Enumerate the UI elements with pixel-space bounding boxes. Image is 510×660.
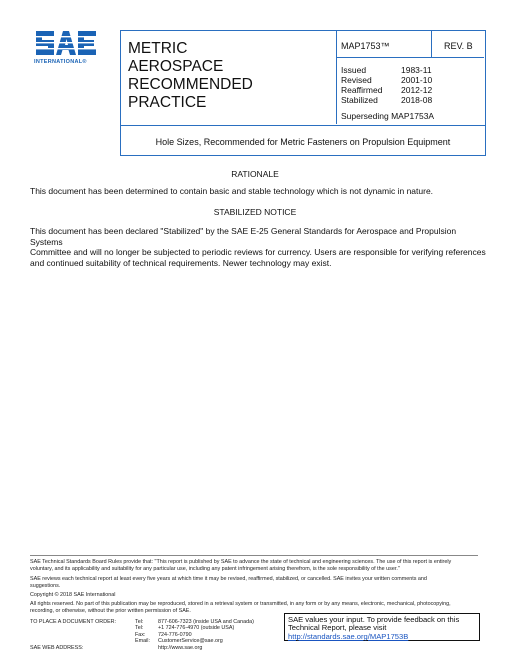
contact-key: Email:	[135, 638, 150, 645]
date-row	[341, 75, 432, 85]
date-label: Issued	[341, 65, 367, 75]
document-number: MAP1753™	[337, 31, 432, 58]
rationale-text: This document has been determined to contain basic and stable technology which is not dynamic in nature.	[30, 186, 434, 196]
footer-divider	[30, 555, 478, 556]
date-table	[341, 65, 432, 105]
date-label: Revised	[341, 75, 372, 85]
contact-key: Fax:	[135, 631, 146, 638]
contact-value: 724-776-0790	[158, 631, 192, 638]
paragraph-line: Committee and will no longer be subjected to periodic reviews for currency. Users are responsible for verifying references	[30, 247, 486, 257]
feedback-line: SAE values your input. To provide feedback on this	[288, 615, 460, 624]
title-line: METRIC	[128, 40, 188, 57]
feedback-line: Technical Report, please visit	[288, 623, 387, 633]
document-type-title	[121, 31, 337, 124]
date-value: 2001-10	[401, 75, 433, 85]
stabilized-text	[30, 226, 490, 268]
fine-line: SAE Technical Standards Board Rules provide that: "This report is published by SAE to advance the state of technical and engineering sciences. The use of this report is entirely	[30, 559, 452, 565]
copyright-text: Copyright © 2018 SAE International	[30, 592, 116, 598]
contact-key: Tel:	[135, 619, 144, 625]
superseding-note: Superseding MAP1753A	[341, 111, 435, 121]
review-text	[30, 576, 480, 589]
order-label: TO PLACE A DOCUMENT ORDER:	[30, 619, 117, 625]
paragraph-line: This document has been declared "Stabilized" by the SAE E-25 General Standards for Aerospace and Propulsion Systems	[30, 226, 457, 247]
date-row	[341, 85, 432, 95]
fine-line: recording, or otherwise, without the prior written permission of SAE.	[30, 607, 191, 614]
title-line: RECOMMENDED	[128, 76, 253, 93]
stabilized-heading: STABILIZED NOTICE	[213, 207, 297, 217]
contact-email[interactable]: CustomerService@sae.org	[158, 638, 223, 645]
revision-label: REV. B	[432, 31, 484, 58]
sae-logo	[34, 28, 110, 65]
rationale-heading: RATIONALE	[231, 169, 279, 179]
fine-line: SAE reviews each technical report at least every five years at which time it may be revised, reaffirmed, stabilized, or cancelled. SAE invites your written comments and	[30, 576, 427, 582]
logo-subtitle: INTERNATIONAL®	[34, 59, 87, 65]
web-label: SAE WEB ADDRESS:	[30, 645, 84, 651]
contact-value: 877-606-7323 (inside USA and Canada)	[158, 619, 254, 625]
date-value: 1983-11	[401, 65, 432, 75]
feedback-link[interactable]: http://standards.sae.org/MAP1753B	[288, 631, 409, 641]
fine-line: All rights reserved. No part of this publication may be reproduced, stored in a retrieval system or transmitted, in any form or by any means, electronic, mechanical, photocopying,	[30, 601, 451, 607]
sae-logo-mark	[34, 28, 98, 58]
fine-line: suggestions.	[30, 582, 61, 589]
date-label: Reaffirmed	[341, 85, 383, 95]
paragraph-line: and continued suitability of technical requirements. Newer technology may exist.	[30, 257, 332, 268]
fine-line: voluntary, and its applicability and suitability for any particular use, including any patent infringement arising therefrom, is the sole responsibility of the user."	[30, 565, 400, 572]
date-value: 2018-08	[401, 95, 433, 105]
title-line: PRACTICE	[128, 94, 207, 111]
date-value: 2012-12	[401, 85, 433, 95]
web-address-link[interactable]: http://www.sae.org	[158, 645, 203, 651]
date-row	[341, 95, 432, 105]
contact-key: Tel:	[135, 625, 144, 632]
board-rules-text	[30, 559, 480, 572]
document-subject: Hole Sizes, Recommended for Metric Fasteners on Propulsion Equipment	[120, 126, 486, 156]
feedback-box	[284, 613, 480, 641]
contact-value: +1 724-776-4970 (outside USA)	[158, 625, 235, 632]
date-label: Stabilized	[341, 95, 378, 105]
title-line: AEROSPACE	[128, 58, 224, 75]
header-box	[120, 30, 486, 126]
date-row	[341, 65, 432, 75]
